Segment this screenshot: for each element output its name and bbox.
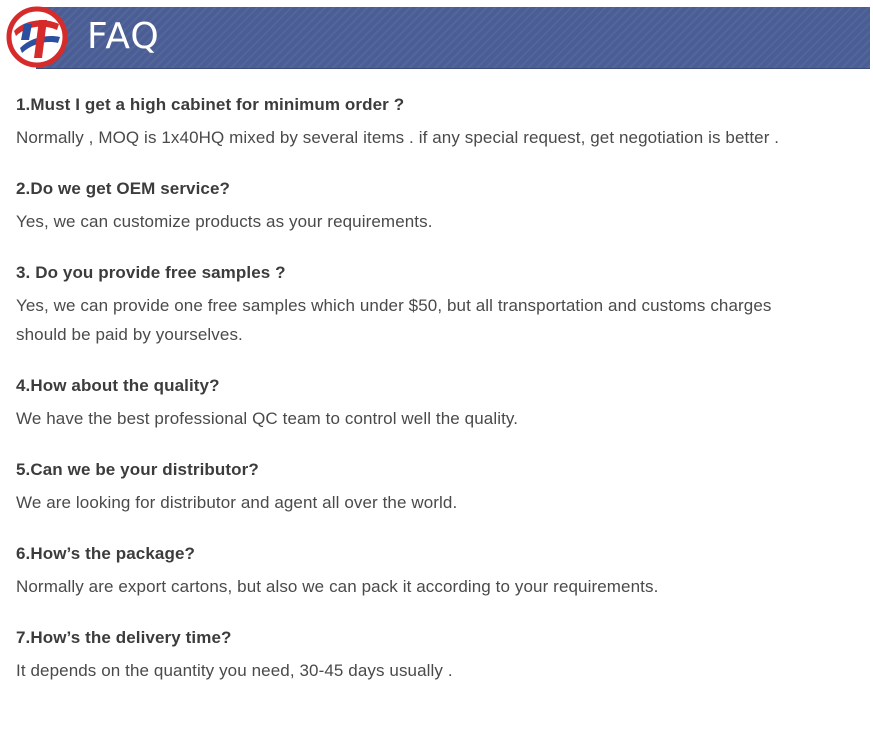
faq-item <box>16 262 816 349</box>
page-title: FAQ <box>87 16 160 57</box>
faq-question: 7.How’s the delivery time? <box>16 628 232 647</box>
faq-answer: Yes, we can customize products as your requirements. <box>16 212 433 231</box>
faq-item <box>16 94 816 152</box>
faq-question: 6.How’s the package? <box>16 544 195 563</box>
faq-item <box>16 627 816 685</box>
faq-question: 3. Do you provide free samples ? <box>16 263 286 282</box>
faq-question: 2.Do we get OEM service? <box>16 179 231 198</box>
faq-question: 1.Must I get a high cabinet for minimum order ? <box>16 95 405 114</box>
faq-item <box>16 375 816 433</box>
faq-header <box>0 0 873 70</box>
faq-answer: Yes, we can provide one free samples which under $50, but all transportation and customs charges should be paid by yourselves. <box>16 296 772 344</box>
company-logo-icon <box>2 4 72 70</box>
faq-question: 4.How about the quality? <box>16 376 220 395</box>
faq-item <box>16 543 816 601</box>
faq-answer: Normally are export cartons, but also we can pack it according to your requirements. <box>16 577 659 596</box>
faq-banner <box>36 7 870 69</box>
faq-item <box>16 459 816 517</box>
faq-list <box>16 94 816 711</box>
faq-answer: We are looking for distributor and agent all over the world. <box>16 493 458 512</box>
faq-item <box>16 178 816 236</box>
faq-answer: We have the best professional QC team to control well the quality. <box>16 409 519 428</box>
faq-question: 5.Can we be your distributor? <box>16 460 259 479</box>
faq-answer: Normally , MOQ is 1x40HQ mixed by several items . if any special request, get negotiation is better . <box>16 128 780 147</box>
faq-answer: It depends on the quantity you need, 30-45 days usually . <box>16 661 453 680</box>
